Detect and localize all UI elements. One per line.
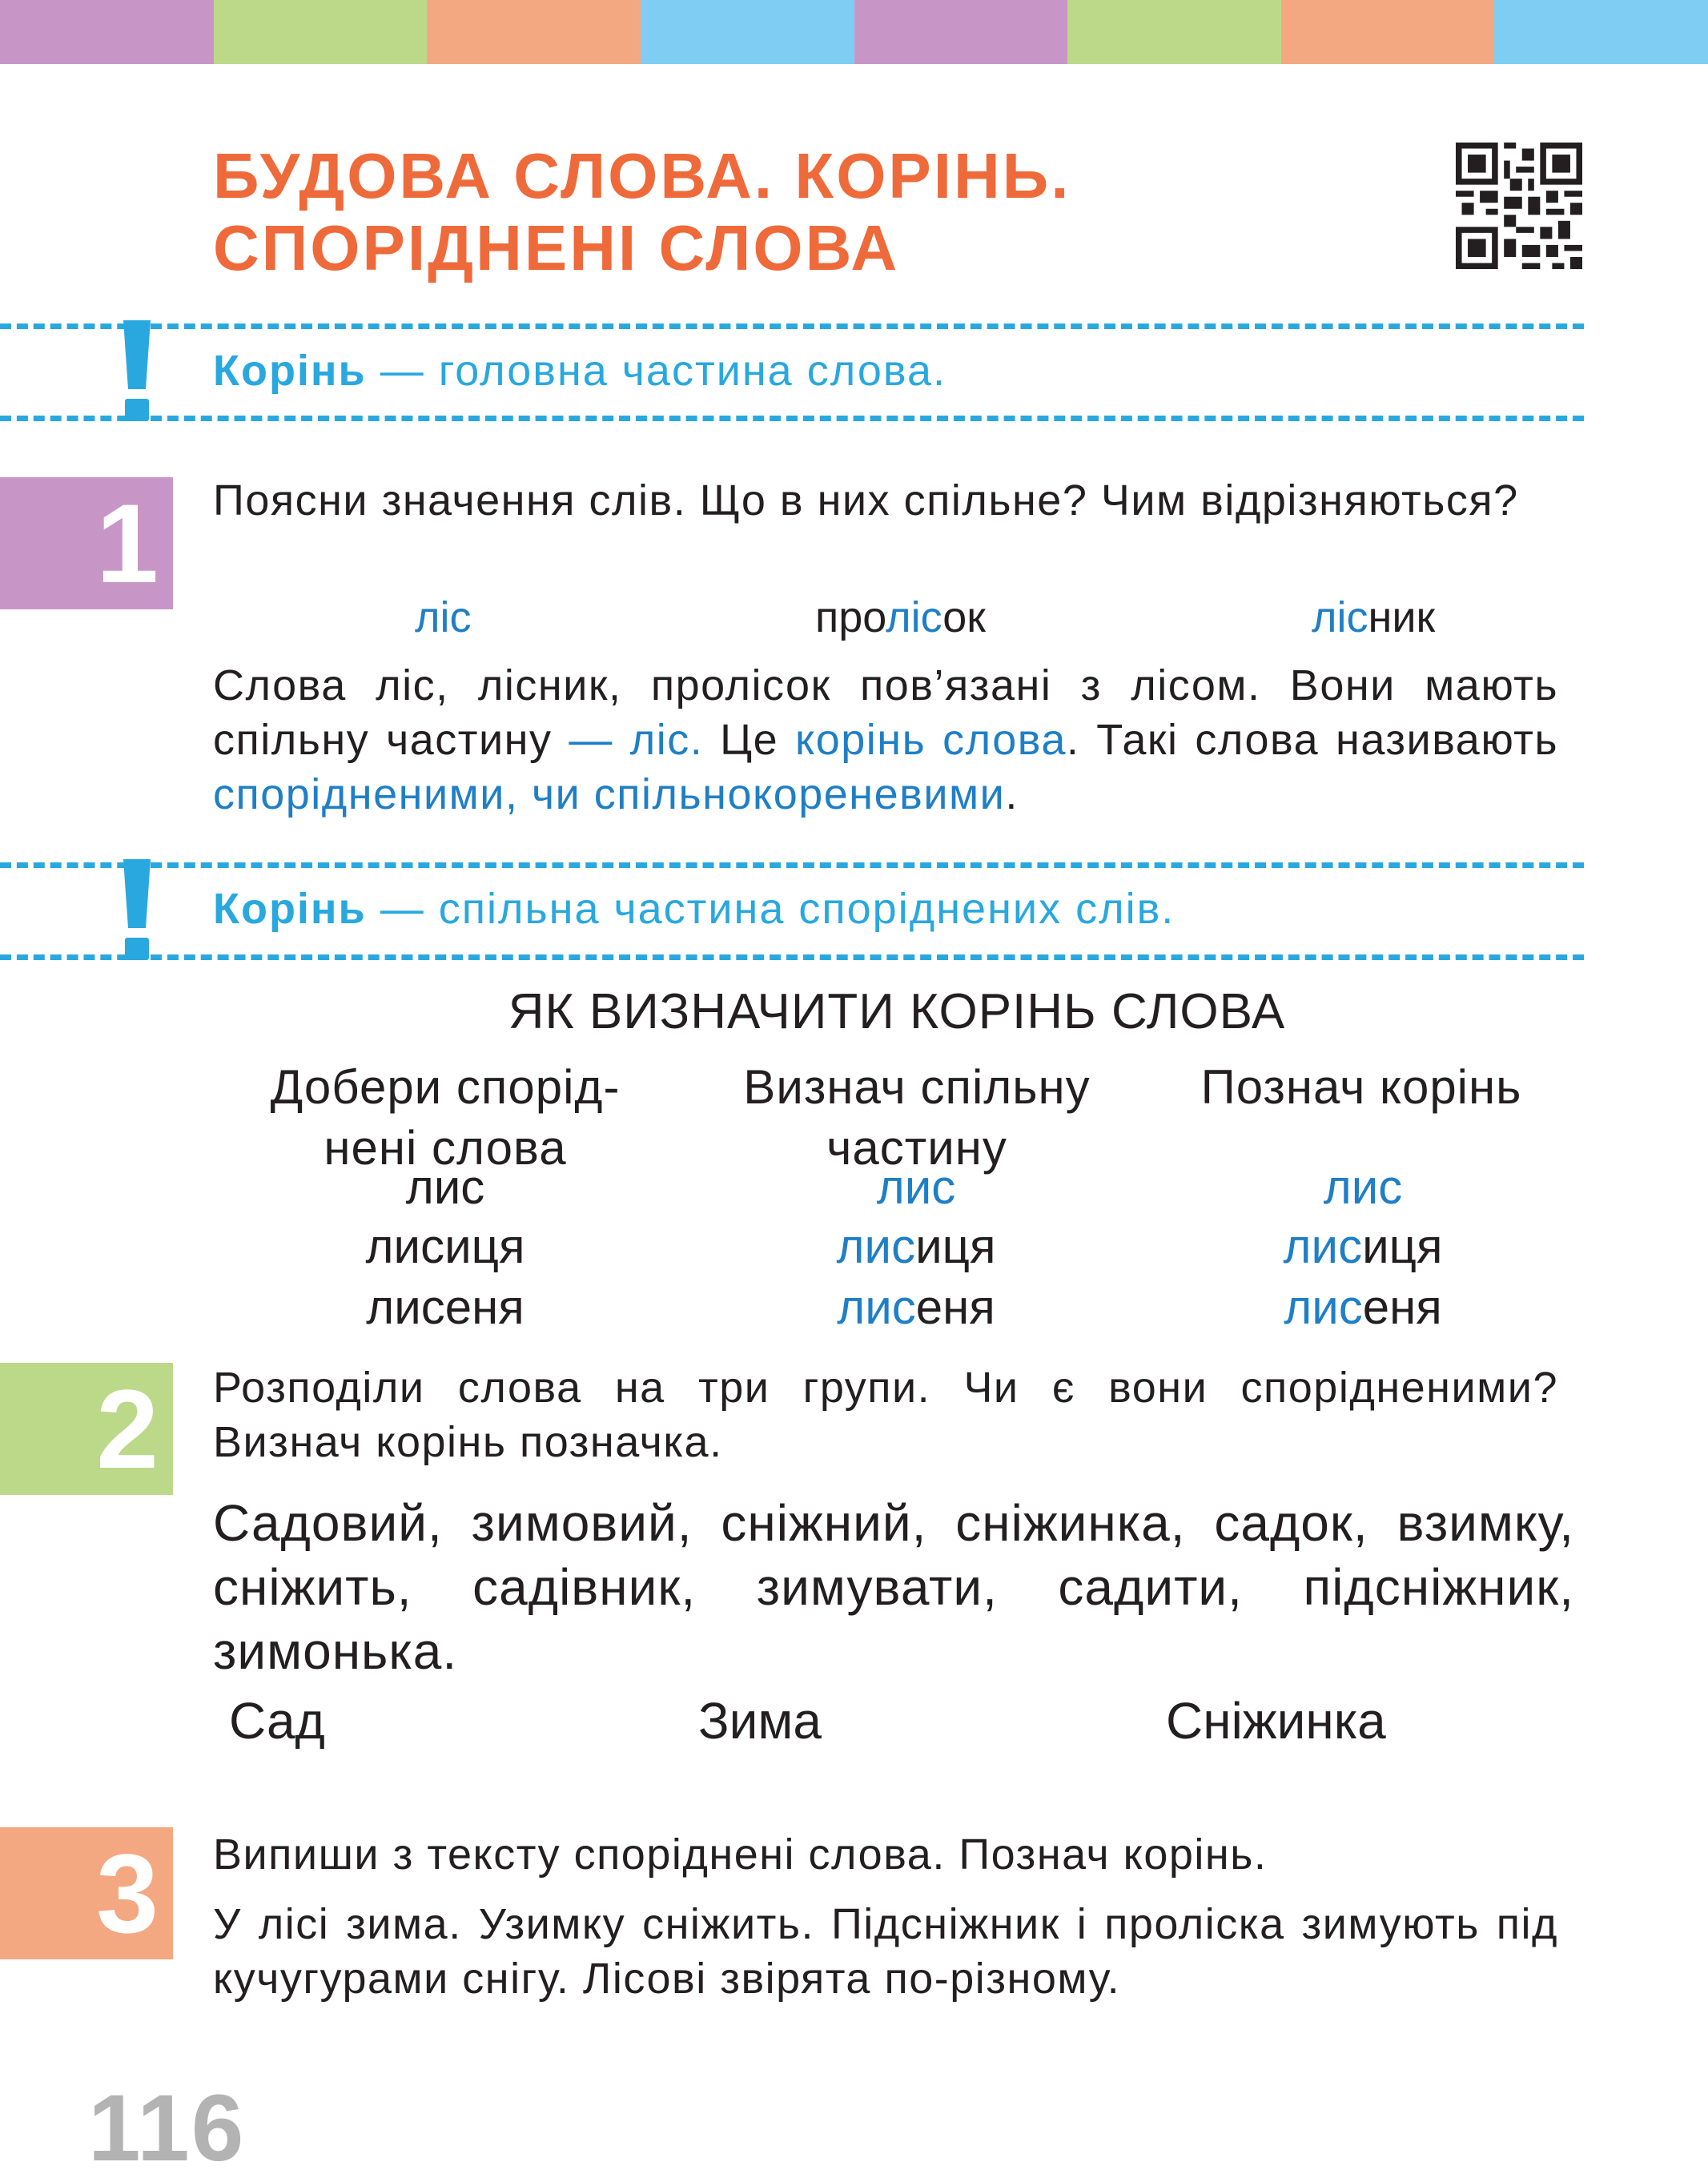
how-to-title: ЯК ВИЗНАЧИТИ КОРІНЬ СЛОВА bbox=[508, 984, 1286, 1039]
stripe-segment bbox=[214, 0, 428, 64]
common-part-word bbox=[748, 1219, 1084, 1274]
column-heading-line: Визнач спільну bbox=[743, 1060, 1091, 1114]
explanation-highlight: спорідненими, чи спільнокореневими bbox=[213, 770, 1006, 818]
top-color-stripe bbox=[0, 0, 1708, 64]
column-heading-line: нені слова bbox=[324, 1121, 567, 1175]
exercise-number: 3 bbox=[96, 1830, 159, 1956]
rule-divider-top bbox=[0, 862, 1584, 868]
rule-divider-top bbox=[0, 323, 1584, 329]
rule-text: — головна частина слова. bbox=[366, 347, 946, 395]
exercise-number-badge bbox=[0, 477, 173, 609]
explanation-highlight: корінь слова bbox=[795, 716, 1067, 764]
rule-divider-bottom bbox=[0, 416, 1584, 421]
rule-divider-bottom bbox=[0, 954, 1584, 960]
word-root: ліс bbox=[886, 593, 943, 641]
exercise-1-prompt: Поясни значення слів. Що в них спільне? Чим відрізняються? bbox=[213, 476, 1519, 524]
common-part-word bbox=[748, 1159, 1084, 1215]
rule-definition-1 bbox=[213, 346, 946, 396]
marked-root-word bbox=[1195, 1280, 1531, 1335]
word-root: ліс bbox=[415, 593, 472, 641]
stripe-segment bbox=[641, 0, 854, 64]
word-suffix: ок bbox=[942, 593, 986, 641]
word-root: ліс bbox=[1312, 593, 1368, 641]
word-root: лис bbox=[837, 1280, 916, 1334]
qr-code-icon[interactable] bbox=[1456, 143, 1582, 269]
rule-definition-2 bbox=[213, 884, 1175, 934]
related-word: лисеня bbox=[366, 1280, 524, 1334]
word-prefix: про bbox=[815, 593, 886, 641]
stripe-segment bbox=[854, 0, 1068, 64]
page-title-line-1: БУДОВА СЛОВА. КОРІНЬ. bbox=[213, 140, 1071, 211]
exercise-3-prompt: Випиши з тексту споріднені слова. Познач корінь. bbox=[213, 1830, 1268, 1879]
exercise-number: 1 bbox=[96, 480, 159, 606]
group-label-snizhynka: Сніжинка bbox=[1166, 1692, 1386, 1750]
word-root: лис bbox=[1284, 1280, 1363, 1334]
exercise-2-word-list: Садовий, зимовий, сніжний, сніжинка, садок, взимку, сніжить, садівник, зимувати, садити, підсніжник, зимонька. bbox=[213, 1494, 1574, 1680]
marked-root-word bbox=[1195, 1159, 1531, 1215]
word-suffix: иця bbox=[915, 1220, 996, 1273]
example-word bbox=[815, 593, 986, 642]
explanation-highlight: — ліс. bbox=[569, 716, 704, 764]
explanation-text: . bbox=[1005, 770, 1019, 818]
word-root: лис bbox=[836, 1220, 916, 1273]
exercise-number: 2 bbox=[96, 1365, 159, 1492]
column-heading-line: частину bbox=[826, 1121, 1007, 1175]
word-root: лис bbox=[1323, 1160, 1403, 1214]
word-root: лис bbox=[1283, 1220, 1363, 1273]
word-suffix: еня bbox=[915, 1280, 995, 1334]
explanation-text: . Такі слова називають bbox=[1066, 716, 1559, 764]
example-word bbox=[1312, 593, 1435, 642]
common-part-word bbox=[748, 1280, 1084, 1335]
word-suffix: иця bbox=[1362, 1220, 1443, 1273]
column-heading-line: Познач корінь bbox=[1200, 1060, 1522, 1114]
exclamation-icon bbox=[117, 320, 157, 424]
word-suffix: ник bbox=[1368, 593, 1436, 641]
stripe-segment bbox=[1281, 0, 1495, 64]
group-label-zyma: Зима bbox=[698, 1692, 822, 1750]
page-title-line-2: СПОРІДНЕНІ СЛОВА bbox=[213, 212, 900, 283]
example-word bbox=[415, 593, 472, 642]
related-word: лисиця bbox=[365, 1220, 525, 1273]
column-heading bbox=[1169, 1057, 1553, 1118]
rule-text: — спільна частина споріднених слів. bbox=[366, 885, 1176, 933]
page-number: 116 bbox=[88, 2076, 246, 2178]
column-heading-line: Добери спорід- bbox=[270, 1060, 621, 1114]
page-title bbox=[213, 140, 1414, 284]
exclamation-icon bbox=[117, 859, 157, 963]
marked-root-word bbox=[1195, 1219, 1531, 1274]
stripe-segment bbox=[1494, 0, 1708, 64]
group-label-sad: Сад bbox=[229, 1692, 325, 1750]
stripe-segment bbox=[0, 0, 214, 64]
exercise-1-explanation bbox=[213, 658, 1558, 822]
rule-term: Корінь bbox=[213, 885, 367, 933]
word-suffix: еня bbox=[1362, 1280, 1442, 1334]
exercise-number-badge bbox=[0, 1363, 173, 1495]
word-root: лис bbox=[876, 1160, 956, 1214]
stripe-segment bbox=[427, 0, 641, 64]
explanation-text: Це bbox=[703, 716, 796, 764]
exercise-2-prompt: Розподіли слова на три групи. Чи є вони спорідненими? Визнач корінь позначка. bbox=[213, 1364, 1558, 1466]
exercise-number-badge bbox=[0, 1827, 173, 1959]
exercise-3-text: У лісі зима. Узимку сніжить. Підсніжник і проліска зимують під кучугурами снігу. Лісові звірята по-різному. bbox=[213, 1900, 1558, 2003]
related-word: лис bbox=[405, 1160, 485, 1214]
explanation-text: Слова ліс, лісник, пролісок пов’язані з лісом. Вони мають спільну частину bbox=[213, 661, 1558, 764]
stripe-segment bbox=[1067, 0, 1281, 64]
rule-term: Корінь bbox=[213, 347, 367, 395]
